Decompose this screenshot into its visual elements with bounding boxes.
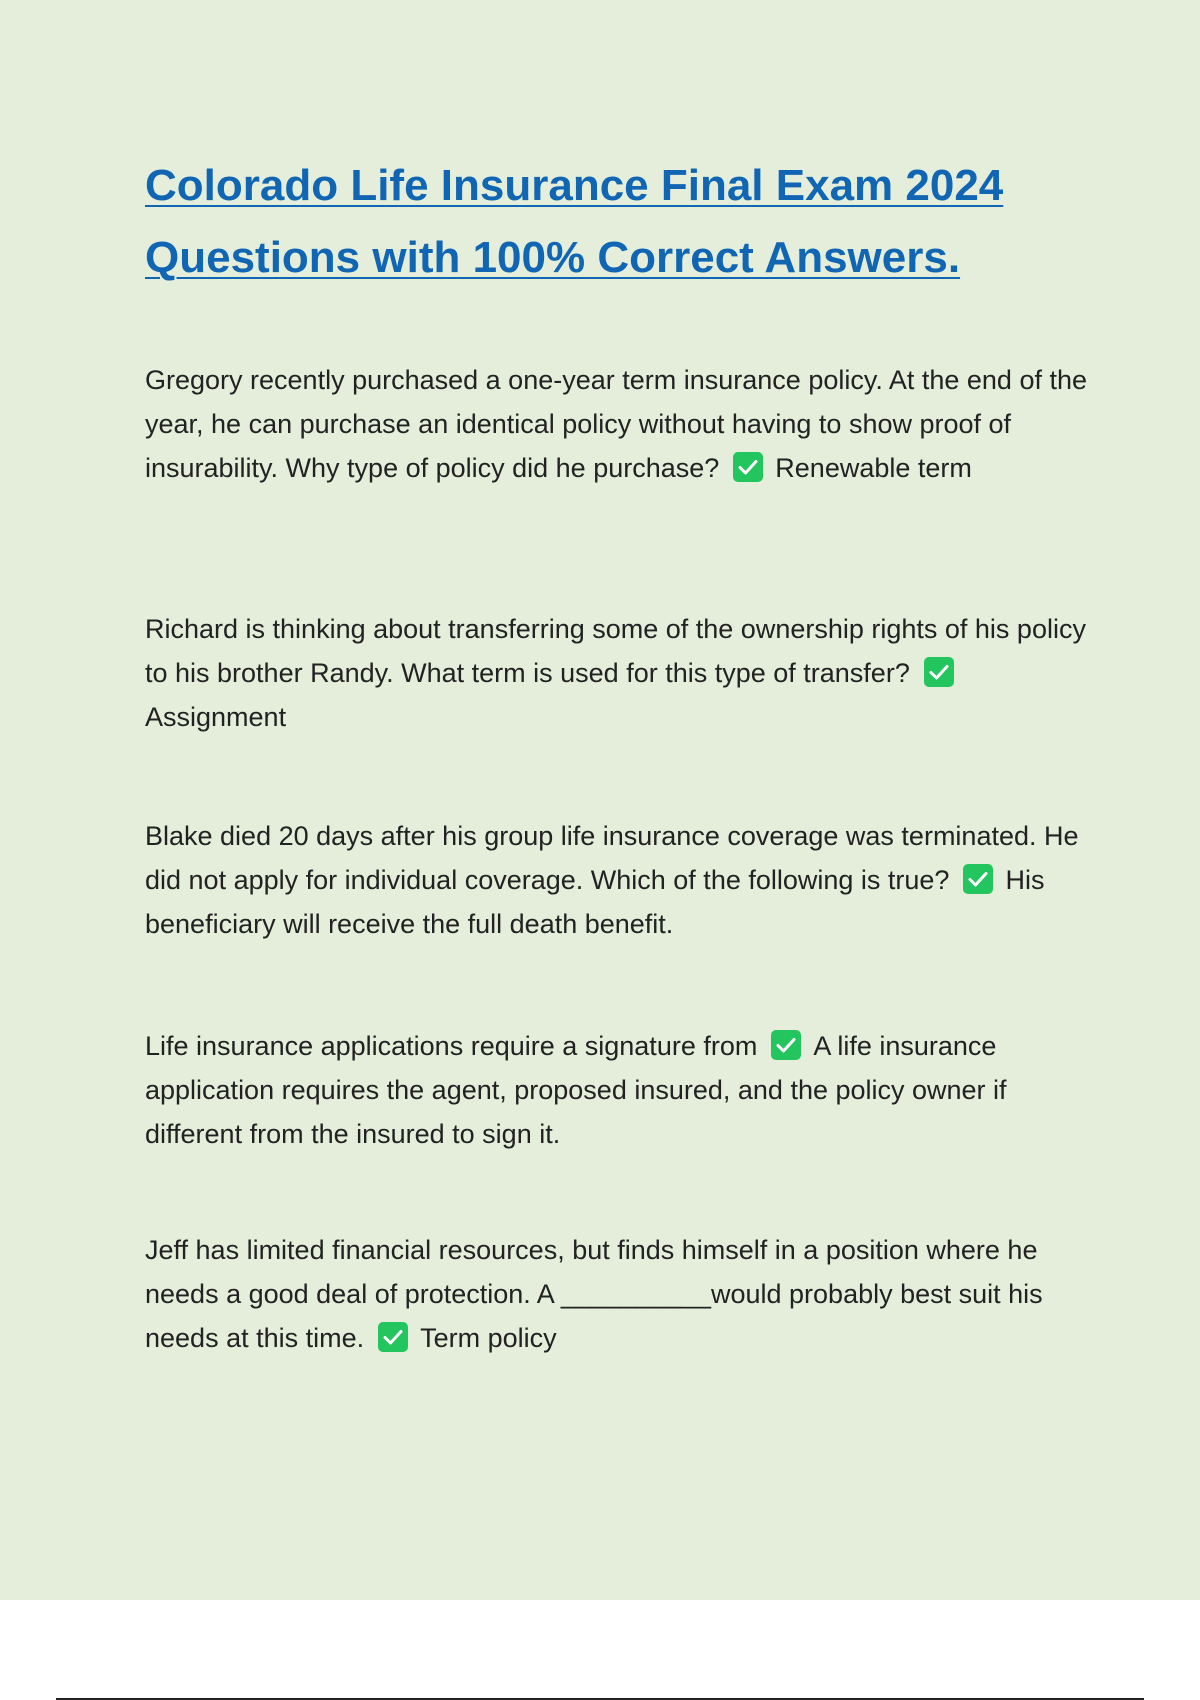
check-box-icon xyxy=(924,657,954,687)
qa-item-3 xyxy=(145,814,1105,946)
document-title: Colorado Life Insurance Final Exam 2024 Questions with 100% Correct Answers. xyxy=(145,161,1004,282)
answer-text: His beneficiary will receive the full death benefit. xyxy=(145,865,1045,939)
answer-text: Term policy xyxy=(420,1323,557,1353)
check-box-icon xyxy=(963,864,993,894)
check-box-icon xyxy=(733,452,763,482)
qa-item-1 xyxy=(145,358,1105,490)
answer-text: A life insurance application requires the agent, proposed insured, and the policy owner if different from the insured to sign it. xyxy=(145,1031,1007,1149)
question-text: Richard is thinking about transferring some of the ownership rights of his policy to his brother Randy. What term is used for this type of transfer? xyxy=(145,614,1086,688)
answer-text: Assignment xyxy=(145,702,287,732)
question-text: Jeff has limited financial resources, but finds himself in a position where he needs a good deal of protection. A __________would probably best suit his needs at this time. xyxy=(145,1235,1043,1353)
question-text: Gregory recently purchased a one-year term insurance policy. At the end of the year, he can purchase an identical policy without having to show proof of insurability. Why type of policy did he purchase? xyxy=(145,365,1088,483)
answer-text: Renewable term xyxy=(775,453,972,483)
check-box-icon xyxy=(378,1322,408,1352)
question-text: Blake died 20 days after his group life insurance coverage was terminated. He did not apply for individual coverage. Which of the following is true? xyxy=(145,821,1079,895)
qa-item-2 xyxy=(145,607,1105,739)
qa-item-4 xyxy=(145,1024,1105,1156)
check-box-icon xyxy=(771,1030,801,1060)
qa-item-5 xyxy=(145,1228,1105,1360)
question-text: Life insurance applications require a signature from xyxy=(145,1031,758,1061)
